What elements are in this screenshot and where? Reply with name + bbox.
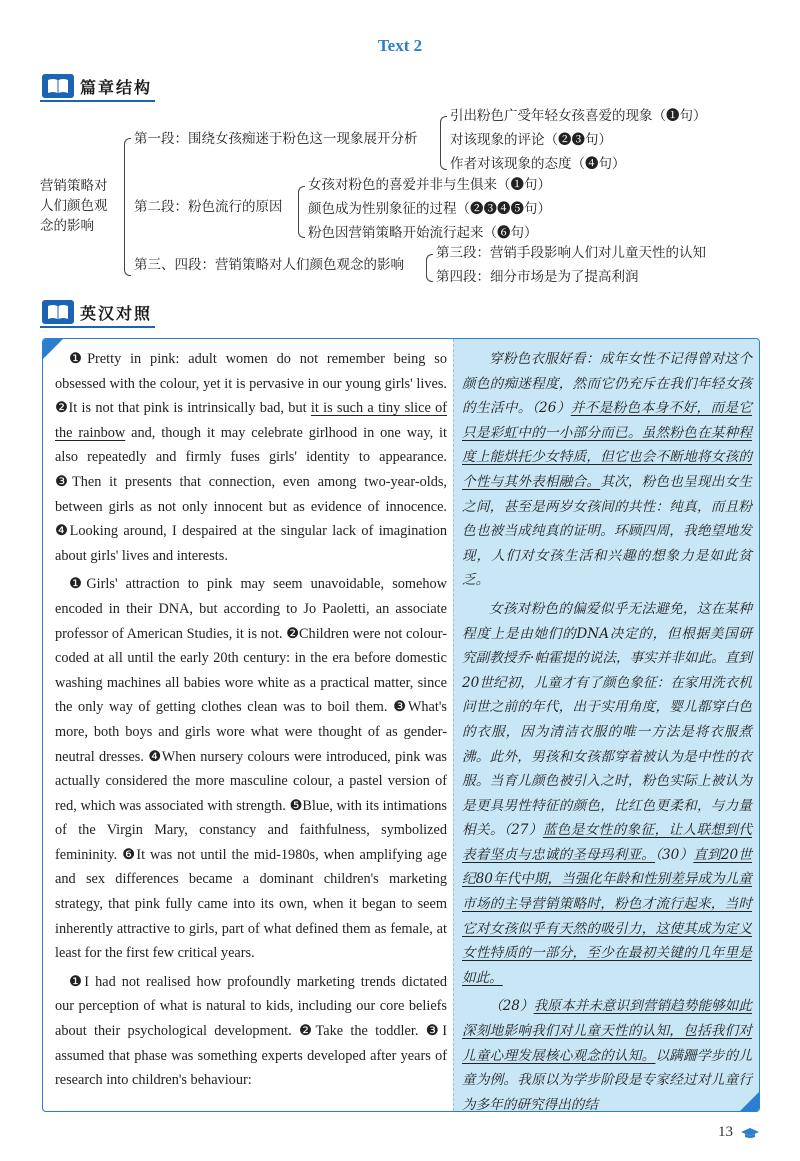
book-icon [42, 74, 74, 98]
book-icon [42, 300, 74, 324]
page-title: Text 2 [377, 36, 423, 55]
outline-p2-item: 女孩对粉色的喜爱并非与生俱来（❶句） [308, 177, 551, 193]
outline-p1-item: 对该现象的评论（❷❸句） [450, 132, 612, 148]
section-header-structure [40, 72, 155, 102]
outline-p3-item: 第三段：营销手段影响人们对儿童天性的认知 [436, 245, 706, 261]
chinese-paragraph-2: 女孩对粉色的偏爱似乎无法避免，这在某种程度上是由她们的DNA决定的，但根据美国研究副教授乔·帕霍提的说法，事实并非如此。直到20世纪初，儿童才有了颜色象征：在家用洗衣机问世之前的年代，出于实用角度，婴儿都穿白色的衣服，因为清洁衣服的唯一方法是将衣服煮沸。此外，男孩和女孩都穿着被认为是中性的衣服。当育儿颜色被引入之时，粉色实际上被认为是更具男性特征的颜色，比红色更柔和，与力量相关。（27）蓝色是女性的象征，让人联想到代表着坚贞与忠诚的圣母玛利亚。（30）直到20世纪80年代中期，当强化年龄和性别差异成为儿童市场的主导营销策略时，粉色才流行起来，当时它对女孩似乎有天然的吸引力，这使其成为定义女性特质的一部分，至少在最初关键的几年里是如此。 [462, 600, 753, 986]
root-brace [124, 138, 131, 276]
outline-p2-item: 颜色成为性别象征的过程（❷❸❹❺句） [308, 201, 551, 217]
page-curl-icon [740, 1091, 760, 1111]
graduation-cap-icon [740, 1127, 760, 1139]
section-title-bilingual: 英汉对照 [80, 304, 153, 323]
outline-p1-label: 第一段：围绕女孩痴迷于粉色这一现象展开分析 [134, 131, 418, 147]
chinese-paragraph-3: （28）我原本并未意识到营销趋势能够如此深刻地影响我们对儿童天性的认知，包括我们对儿童心理发展核心观念的认知。以蹒跚学步的儿童为例。我原以为学步阶段是专家经过对儿童行为多年的研究得出的结 [462, 998, 752, 1112]
outline-p3-label: 第三、四段：营销策略对人们颜色观念的影响 [134, 257, 404, 273]
p3-brace [426, 254, 433, 282]
outline-p3-item: 第四段：细分市场是为了提高利润 [436, 269, 639, 285]
bilingual-panel [42, 338, 760, 1112]
page-number: 13 [718, 1124, 733, 1140]
english-paragraph-2: ❶Girls' attraction to pink may seem unavoidable, somehow encoded in their DNA, but according to Jo Paoletti, an associate professor of American Studies, it is not. ❷Children were not colour-coded at all until the early 20th century: in the era before domestic washing machines all babies wore white as a practical matter, since the only way of getting clothes clean was to boil them. ❸What's more, both boys and girls wore what were thought of as gender-neutral dresses. ❹When nursery colours were introduced, pink was actually considered the more masculine colour, a pastel version of red, which was associated with strength. ❺Blue, with its intimations of the Virgin Mary, constancy and faithfulness, symbolized femininity. ❻It was not until the mid-1980s, when amplifying age and sex differences became a dominant children's marketing strategy, that pink fully came into its own, when it began to seem inherently attractive to girls, part of what defined them as female, at least for the first few critical years. [55, 576, 447, 962]
outline-p2-item: 粉色因营销策略开始流行起来（❻句） [308, 225, 538, 241]
chinese-column [453, 339, 760, 1111]
outline-p2-label: 第二段：粉色流行的原因 [134, 199, 283, 215]
outline-p1-item: 作者对该现象的态度（❹句） [450, 156, 626, 172]
section-title-structure: 篇章结构 [80, 78, 153, 97]
outline-p1-item: 引出粉色广受年轻女孩喜爱的现象（❶句） [450, 108, 707, 124]
section-header-bilingual [40, 298, 155, 328]
chinese-paragraph-1: 穿粉色衣服好看：成年女性不记得曾对这个颜色的痴迷程度，然而它仍充斥在我们年轻女孩的生活中。（26）并不是粉色本身不好，而是它只是彩虹中的一小部分而已。虽然粉色在某种程度上能烘托少女特质，但它也会不断地将女孩的个性与其外表相融合。其次，粉色也呈现出女生之间，甚至是两岁女孩间的共性：纯真，而且粉色也被当成纯真的证明。环顾四周，我绝望地发现，人们对女孩生活和兴趣的想象力是如此贫乏。 [462, 351, 752, 589]
outline-root: 营销策略对人们颜色观念的影响 [40, 178, 108, 234]
english-paragraph-1: ❶Pretty in pink: adult women do not remember being so obsessed with the colour, yet it is pervasive in our young girls' lives. ❷It is not that pink is intrinsically bad, but it is such a tiny slice of the rainbow and, though it may celebrate girlhood in one way, it also repeatedly and firmly fuses girls' identity to appearance. ❸Then it presents that connection, even among two-year-olds, between girls as not only innocent but as evidence of innocence. ❹Looking around, I despaired at the singular lack of imagination about girls' lives and interests. [55, 351, 448, 564]
english-column [55, 347, 447, 1097]
p2-brace [298, 186, 305, 238]
english-paragraph-3: ❶I had not realised how profoundly marketing trends dictated our perception of what is natural to kids, including our core beliefs about their psychological development. ❷Take the toddler. ❸I assumed that phase was something experts developed after years of research into children's behaviour: [55, 973, 447, 1089]
p1-brace [440, 116, 447, 170]
